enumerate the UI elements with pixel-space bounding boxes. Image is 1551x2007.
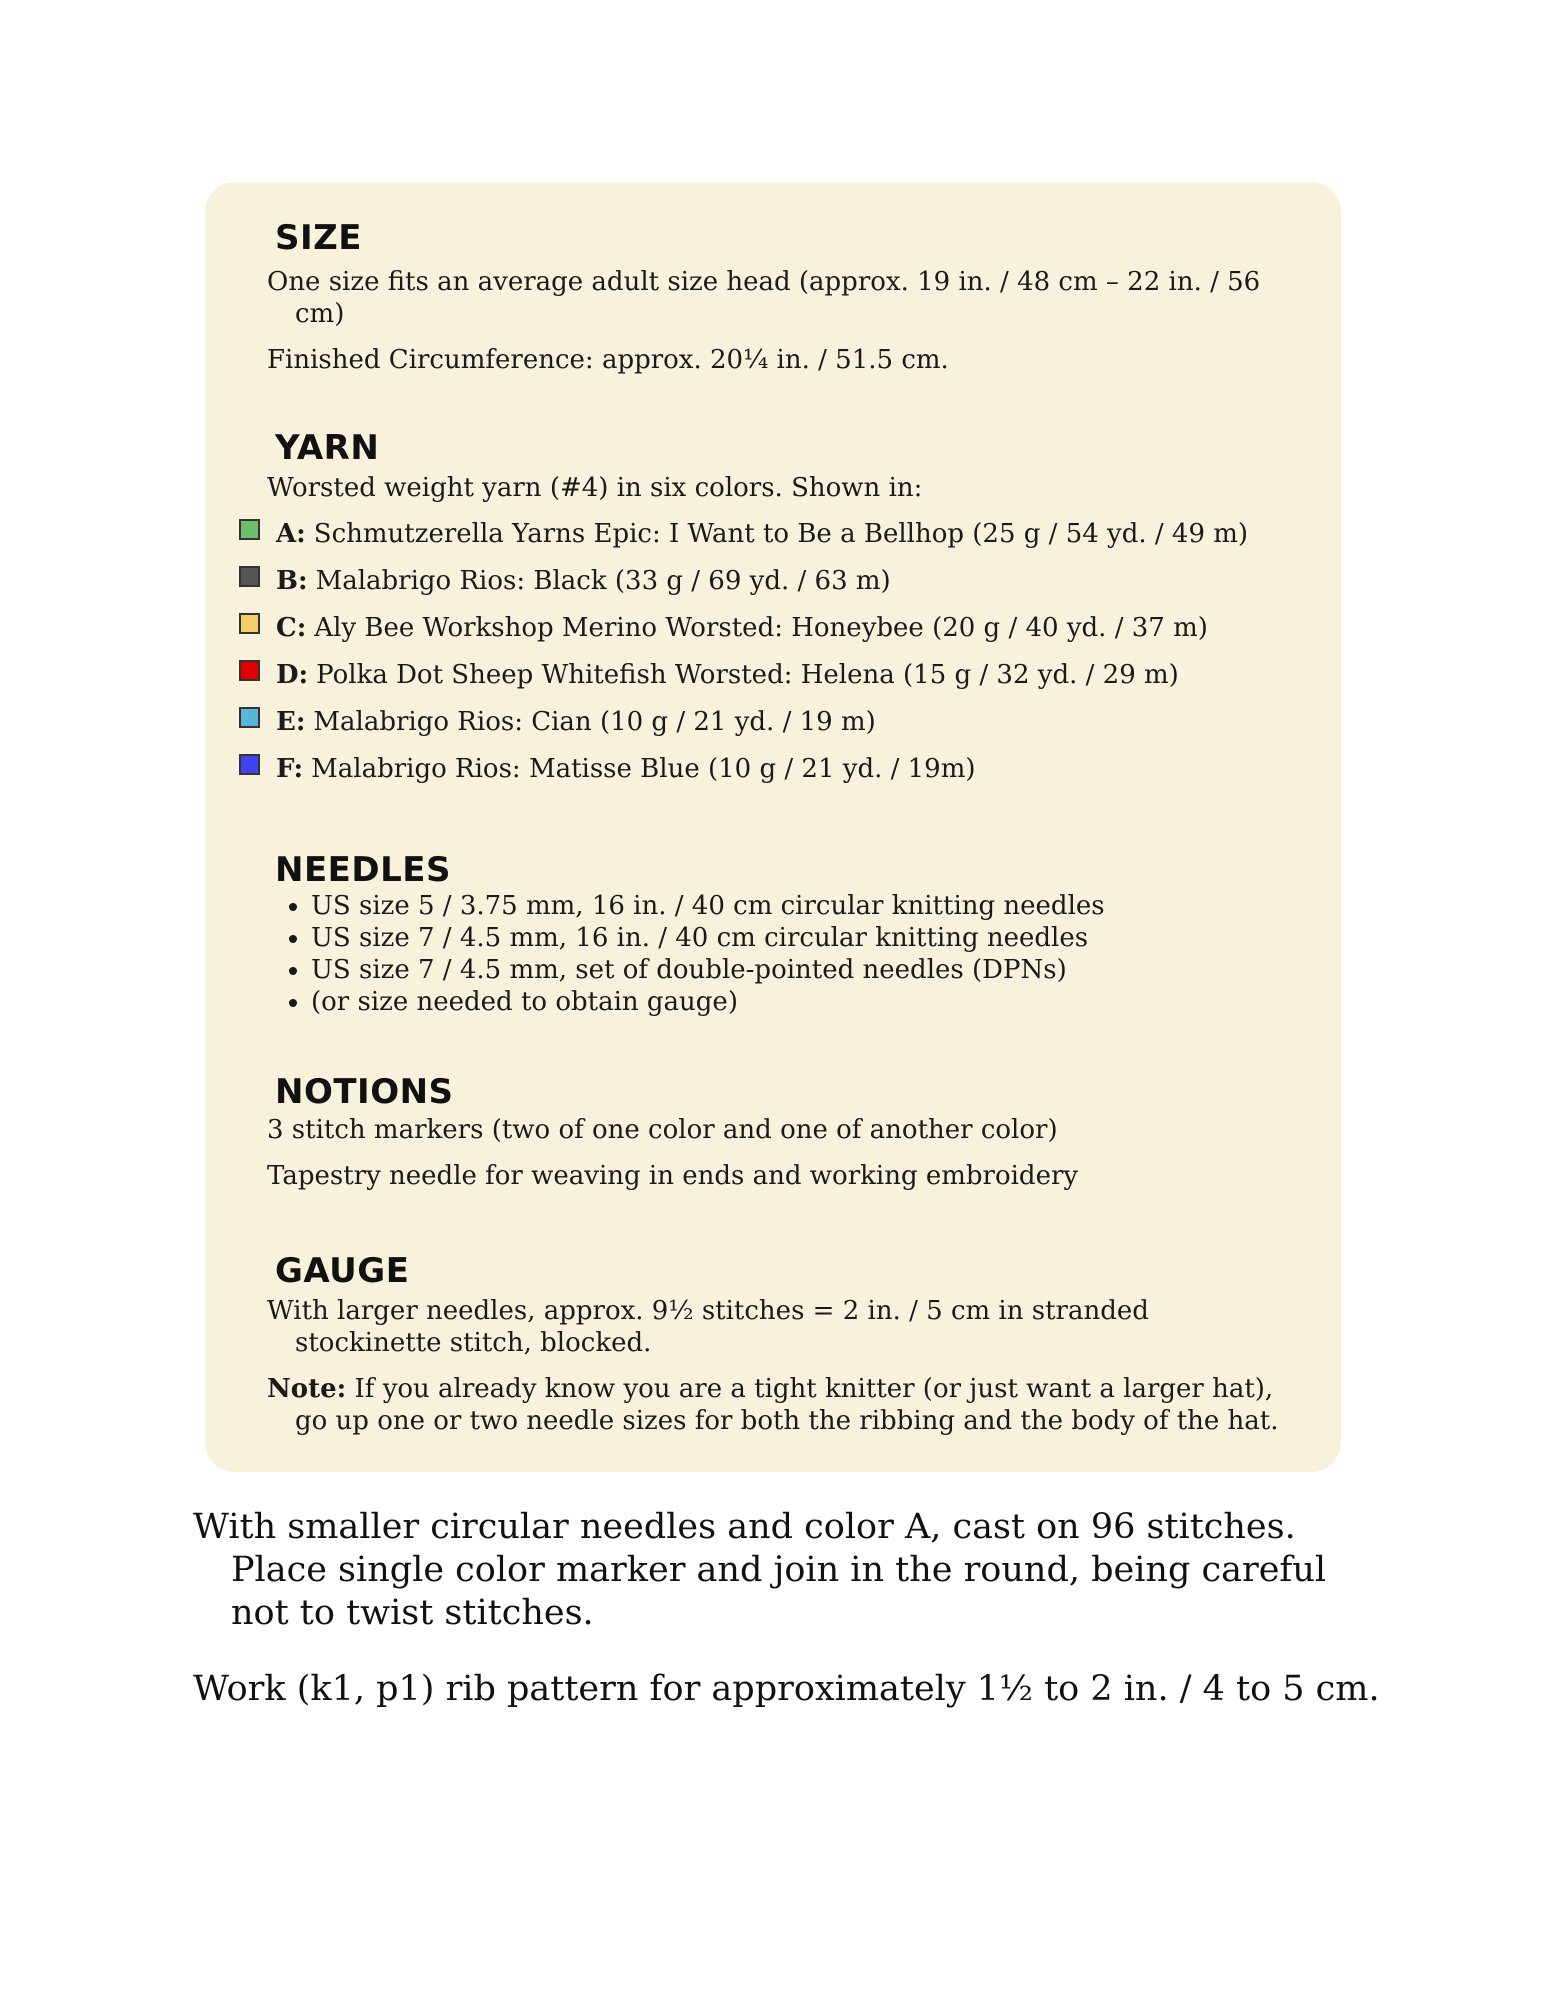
list-item: • (or size needed to obtain gauge) (311, 986, 1301, 1018)
yarn-section (267, 428, 1301, 800)
size-section (267, 218, 1301, 376)
yarn-item (239, 565, 1301, 597)
notions-heading: NOTIONS (275, 1072, 454, 1112)
list-item: • US size 7 / 4.5 mm, set of double-pointed needles (DPNs) (311, 954, 1301, 986)
instruction-paragraph: With smaller circular needles and color A, cast on 96 stitches. Place single color marker and join in the round, being careful not to twist stitches. (193, 1507, 1327, 1633)
needles-section (267, 850, 1301, 1018)
yarn-heading: YARN (275, 428, 380, 468)
color-swatch (239, 519, 260, 540)
gauge-heading: GAUGE (275, 1251, 410, 1291)
yarn-text: Polka Dot Sheep Whitefish Worsted: Helena (15 g / 32 yd. / 29 m) (316, 660, 1179, 690)
gauge-description: With larger needles, approx. 9½ stitches = 2 in. / 5 cm in stranded stockinette stitch, blocked. (267, 1296, 1149, 1358)
yarn-list (239, 518, 1301, 785)
size-heading: SIZE (275, 218, 363, 258)
yarn-text: Malabrigo Rios: Matisse Blue (10 g / 21 yd. / 19m) (311, 754, 976, 784)
color-swatch (239, 660, 260, 681)
yarn-letter: D: (276, 660, 309, 690)
color-swatch (239, 707, 260, 728)
yarn-text: Malabrigo Rios: Black (33 g / 69 yd. / 63 m) (315, 566, 891, 596)
yarn-intro: Worsted weight yarn (#4) in six colors. Shown in: (267, 473, 923, 503)
yarn-item (239, 659, 1301, 691)
materials-card (205, 182, 1341, 1472)
note-text: If you already know you are a tight knitter (or just want a larger hat), go up one or two needle sizes for both the ribbing and the body of the hat. (295, 1374, 1279, 1436)
needles-list (267, 890, 1301, 1018)
yarn-letter: F: (276, 754, 304, 784)
color-swatch (239, 613, 260, 634)
yarn-item (239, 612, 1301, 644)
size-description: One size fits an average adult size head (approx. 19 in. / 48 cm – 22 in. / 56 cm) (267, 267, 1261, 329)
notions-line: 3 stitch markers (two of one color and one of another color) (267, 1115, 1058, 1145)
notions-section (267, 1072, 1301, 1192)
yarn-letter: B: (276, 566, 308, 596)
notions-line: Tapestry needle for weaving in ends and working embroidery (267, 1161, 1079, 1191)
note-label: Note: (267, 1374, 347, 1404)
yarn-letter: A: (276, 519, 306, 549)
yarn-text: Schmutzerella Yarns Epic: I Want to Be a Bellhop (25 g / 54 yd. / 49 m) (313, 519, 1249, 549)
instruction-paragraph: Work (k1, p1) rib pattern for approximately 1½ to 2 in. / 4 to 5 cm. (193, 1669, 1380, 1709)
gauge-section (267, 1251, 1301, 1437)
yarn-text: Malabrigo Rios: Cian (10 g / 21 yd. / 19 m) (313, 707, 876, 737)
finished-circumference: Finished Circumference: approx. 20¼ in. / 51.5 cm. (267, 345, 949, 375)
yarn-letter: C: (276, 613, 307, 643)
list-item: • US size 5 / 3.75 mm, 16 in. / 40 cm circular knitting needles (311, 890, 1301, 922)
color-swatch (239, 566, 260, 587)
needles-heading: NEEDLES (275, 850, 452, 890)
gauge-note (267, 1373, 1301, 1437)
list-item: • US size 7 / 4.5 mm, 16 in. / 40 cm circular knitting needles (311, 922, 1301, 954)
yarn-text: Aly Bee Workshop Merino Worsted: Honeybee (20 g / 40 yd. / 37 m) (314, 613, 1208, 643)
yarn-item (239, 706, 1301, 738)
yarn-item (239, 518, 1301, 550)
color-swatch (239, 754, 260, 775)
yarn-item (239, 753, 1301, 785)
yarn-letter: E: (276, 707, 306, 737)
